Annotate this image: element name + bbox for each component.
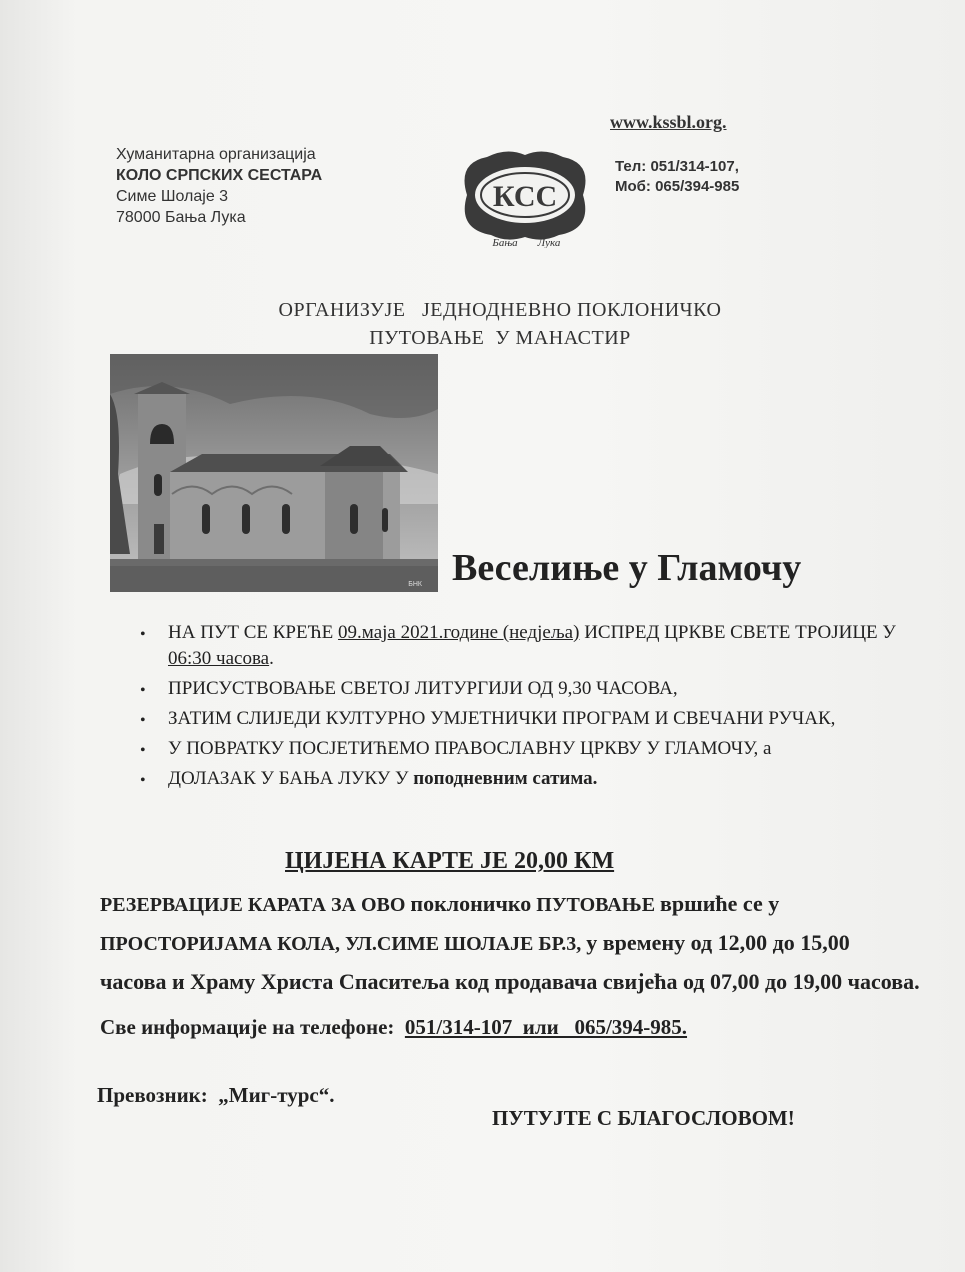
org-city: 78000 Бања Лука — [116, 209, 246, 226]
headline-line-1: ОРГАНИЗУЈЕ ЈЕДНОДНЕВНО ПОКЛОНИЧКО — [278, 299, 722, 321]
departure-date: 09.маја 2021.године (недјеља) — [338, 622, 580, 643]
carrier-name: „Миг-турс“. — [218, 1083, 335, 1107]
contact-info: Све информације на телефоне: 051/314-107 или 065/394-985. — [100, 1015, 688, 1039]
org-street: Симе Шолаје 3 — [116, 188, 229, 205]
headline-line-2: ПУТОВАЊЕ У МАНАСТИР — [369, 327, 631, 349]
list-item: • ЗАТИМ СЛИЈЕДИ КУЛТУРНО УМЈЕТНИЧКИ ПРОГРАМ И СВЕЧАНИ РУЧАК, — [140, 706, 900, 732]
reservation-info: РЕЗЕРВАЦИЈЕ КАРАТА ЗА ОВО поклоничко ПУТОВАЊЕ вршиће се у ПРОСТОРИЈАМА КОЛА, УЛ.СИМЕ ШОЛАЈЕ БР.3, у времену од 12,00 до 15,00 часова и Храму Христа Спаситеља код продавача свијећа од 07,00 до 19,00 часова. — [100, 891, 920, 994]
church-photo — [110, 354, 438, 592]
logo-letters: КСС — [492, 180, 558, 213]
website-link[interactable]: www.kssbl.org. — [610, 112, 727, 132]
organization-address — [116, 144, 322, 228]
logo-city-left: Бања — [492, 237, 518, 248]
phone-mob: Моб: 065/394-985 — [615, 178, 740, 195]
list-item: • ДОЛАЗАК У БАЊА ЛУКУ У поподневним сатима. — [140, 766, 900, 792]
headline — [150, 296, 850, 352]
org-type: Хуманитарна организација — [116, 146, 316, 163]
logo-city-right: Лука — [537, 237, 561, 248]
phone-tel: Тел: 051/314-107, — [615, 158, 739, 175]
list-item: • ПРИСУСТВОВАЊЕ СВЕТОЈ ЛИТУРГИЈИ ОД 9,30 ЧАСОВА, — [140, 676, 900, 702]
blessing: ПУТУЈТЕ С БЛАГОСЛОВОМ! — [492, 1106, 795, 1130]
departure-time: 06:30 часова — [168, 648, 270, 669]
kss-logo — [447, 143, 602, 248]
event-title: Веселиње у Гламочу — [452, 547, 802, 589]
program-list — [140, 620, 900, 796]
list-item: • У ПОВРАТКУ ПОСЈЕТИЋЕМО ПРАВОСЛАВНУ ЦРКВУ У ГЛАМОЧУ, а — [140, 736, 900, 762]
list-item: • НА ПУТ СЕ КРЕЋЕ 09.маја 2021.године (недјеља) ИСПРЕД ЦРКВЕ СВЕТЕ ТРОЈИЦЕ У 06:30 часова. — [140, 620, 900, 672]
contact-phones — [615, 157, 739, 197]
info-phones: 051/314-107 или 065/394-985. — [404, 1015, 688, 1039]
ticket-price: ЦИЈЕНА КАРТЕ ЈЕ 20,00 КМ — [285, 848, 615, 874]
carrier: Превозник: „Миг-турс“. — [97, 1083, 335, 1107]
org-name: КОЛО СРПСКИХ СЕСТАРА — [116, 167, 323, 184]
photo-caption: БНК — [408, 581, 422, 588]
